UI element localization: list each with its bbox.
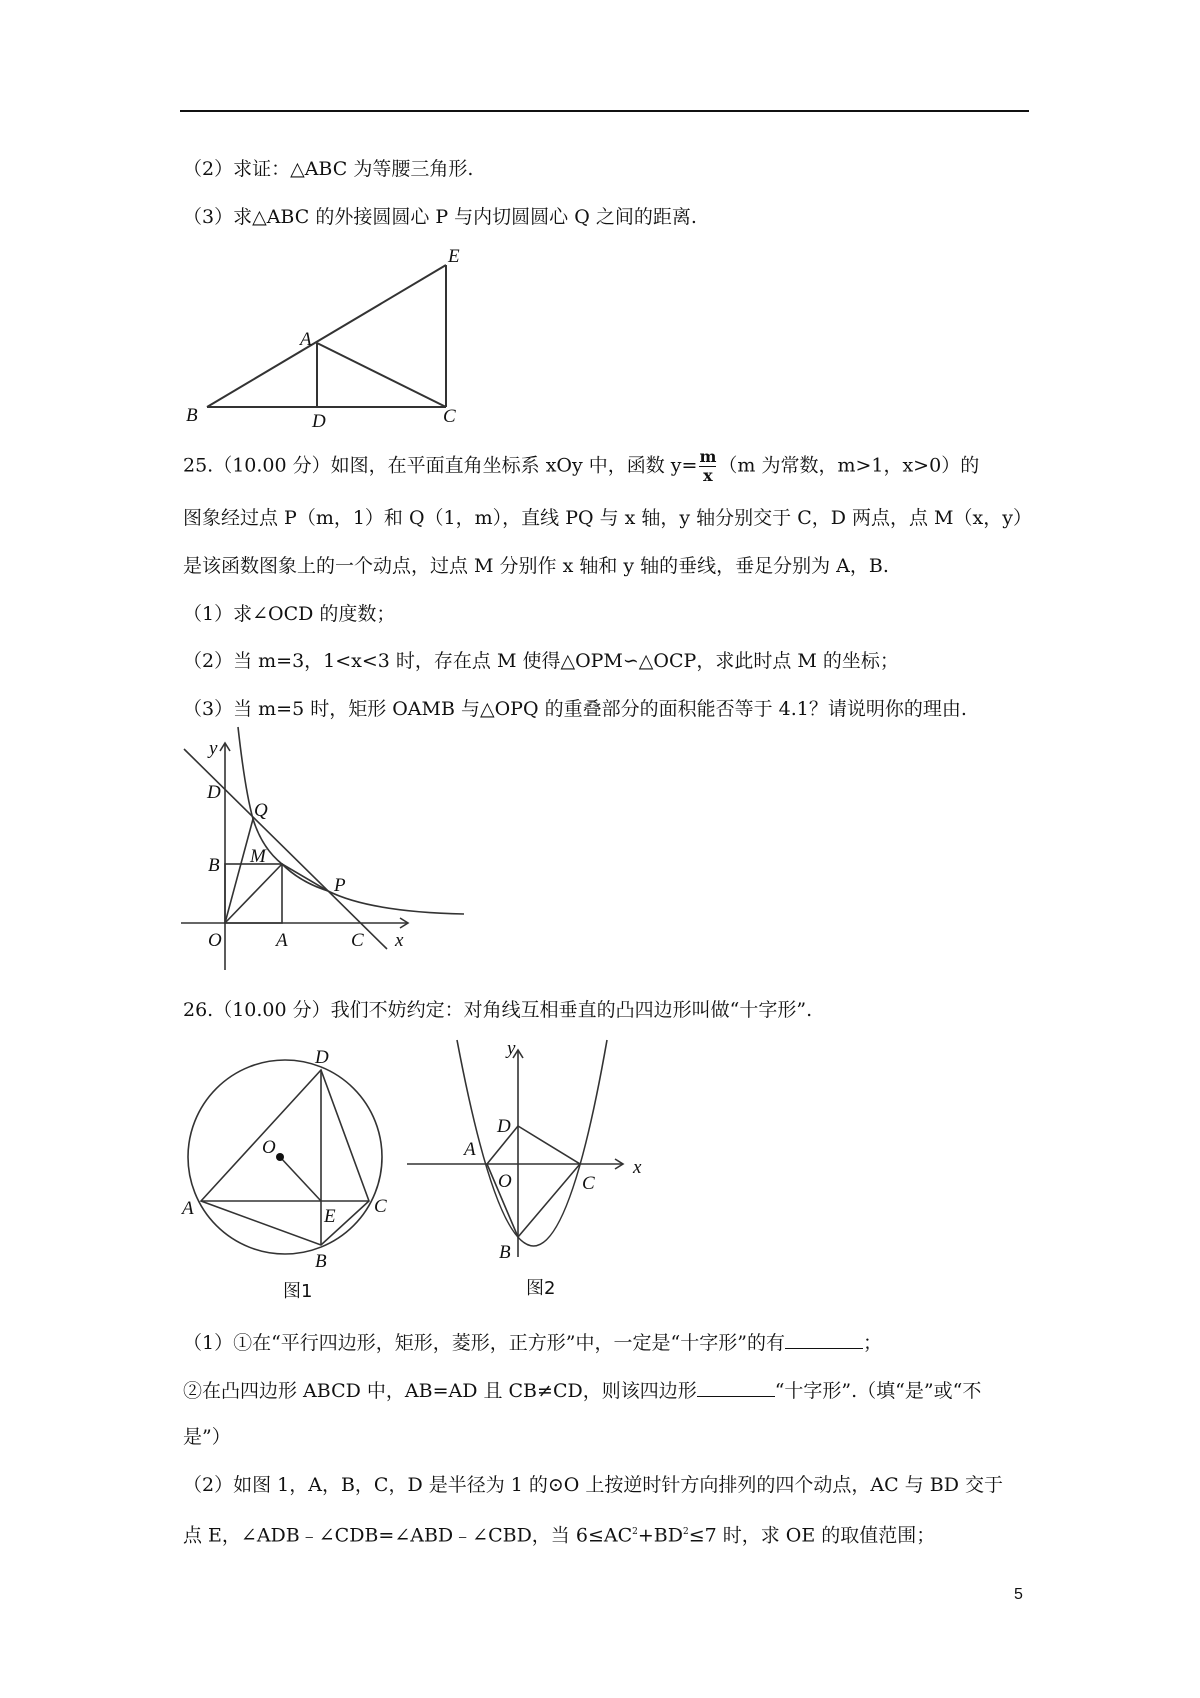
q26-part1b-text: ②在凸四边形 ABCD 中，AB=AD 且 CB≠CD，则该四边形 [183,1380,697,1402]
fig1-label-b: B [315,1251,327,1272]
q26-part1a [183,1330,882,1355]
q25-part3: （3）当 m=5 时，矩形 OAMB 与△OPQ 的重叠部分的面积能否等于 4.1？请说明你的理由. [183,698,967,720]
q25-line3: 是该函数图象上的一个动点，过点 M 分别作 x 轴和 y 轴的垂线，垂足分别为 A，B. [183,555,889,577]
q24-label-e: E [448,246,460,267]
q25-label-a: A [276,930,288,951]
q26-heading: 26.（10.00 分）我们不妨约定：对角线互相垂直的凸四边形叫做“十字形”. [183,999,813,1021]
q25-part1: （1）求∠OCD 的度数； [183,603,396,625]
fig1-label-d: D [315,1047,329,1068]
fig2-label-b: B [499,1242,511,1263]
q25-label-o: O [208,930,222,951]
q26-figure2 [407,1040,623,1257]
q25-part2: （2）当 m=3，1<x<3 时，存在点 M 使得△OPM∽△OCP，求此时点 M 的坐标； [183,650,899,672]
q26-part1b [183,1378,981,1403]
q26-figure1 [188,1060,382,1254]
q26-part1a-text: （1）①在“平行四边形，矩形，菱形，正方形”中，一定是“十字形”的有 [183,1332,785,1354]
q25-label-m: M [250,846,266,867]
q26-part2-a: 点 E，∠ADB﹣∠CDB=∠ABD﹣∠CBD，当 6≤AC [183,1524,633,1547]
q25-line1 [183,448,979,485]
q25-figure [181,727,464,970]
q25-label-d: D [207,782,221,803]
fig1-caption: 图1 [283,1281,313,1302]
q26-part2-line2 [183,1520,935,1547]
q25-line1-post: （m 为常数，m>1，x>0）的 [718,454,980,477]
q25-label-x: x [395,930,404,951]
q25-line2: 图象经过点 P（m，1）和 Q（1，m），直线 PQ 与 x 轴，y 轴分别交于 C，D 两点，点 M（x，y） [183,507,1032,529]
q24-label-a: A [300,329,312,350]
fig2-label-d: D [497,1116,511,1137]
answer-blank-1[interactable] [785,1330,863,1349]
q25-label-b: B [208,855,220,876]
q25-label-q: Q [254,800,268,821]
q26-part1a-end: ； [862,1332,882,1354]
fraction-m-over-x [699,448,716,485]
q26-part2-c: ≤7 时，求 OE 的取值范围； [688,1524,936,1547]
q26-part2-line1: （2）如图 1，A，B，C，D 是半径为 1 的⊙O 上按逆时针方向排列的四个动点，AC 与 BD 交于 [183,1474,1003,1496]
fig2-label-y: y [507,1038,516,1059]
q24-figure [207,265,446,407]
q25-line1-pre: 25.（10.00 分）如图，在平面直角坐标系 xOy 中，函数 y= [183,454,698,477]
q24-part3: （3）求△ABC 的外接圆圆心 P 与内切圆圆心 Q 之间的距离. [183,206,697,228]
q25-label-y: y [209,738,218,759]
center-dot [276,1153,284,1161]
q25-label-c: C [351,930,364,951]
q26-part1b-cont: 是”） [183,1426,231,1448]
frac-numerator: m [699,447,717,466]
fig2-caption: 图2 [526,1278,556,1299]
q24-label-d: D [312,411,326,432]
fig1-label-o: O [262,1137,276,1158]
q24-label-b: B [186,405,198,426]
answer-blank-2[interactable] [697,1378,775,1397]
q26-part1b-end: “十字形”.（填“是”或“不 [774,1380,982,1402]
superscript: 2 [682,1527,689,1537]
q25-label-p: P [334,875,346,896]
page-number: 5 [1014,1586,1023,1603]
fig1-label-a: A [182,1198,194,1219]
fig2-label-o: O [498,1171,512,1192]
q24-label-c: C [443,406,456,427]
fig2-label-c: C [582,1173,595,1194]
fig2-label-x: x [633,1157,642,1178]
q24-part2: （2）求证：△ABC 为等腰三角形. [183,158,474,180]
fig1-label-e: E [324,1206,336,1227]
q26-part2-b: +BD [637,1524,683,1547]
fig1-label-c: C [374,1196,387,1217]
superscript: 2 [632,1527,638,1537]
fig2-label-a: A [464,1139,476,1160]
frac-denominator: x [703,466,713,485]
